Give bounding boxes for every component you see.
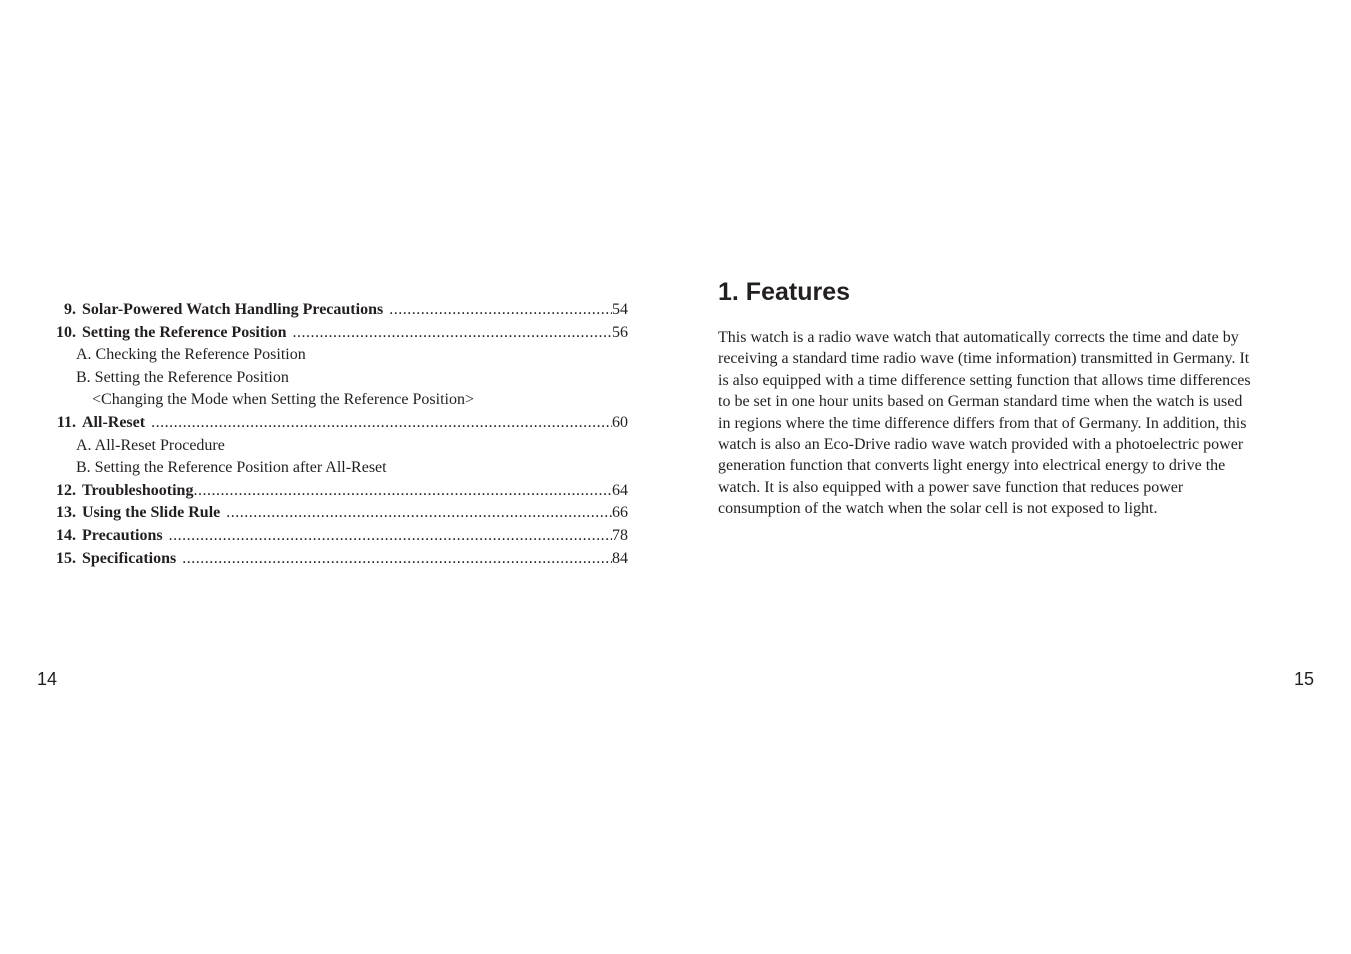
toc-entry-number: 15. (56, 549, 76, 567)
toc-entry[interactable] (40, 525, 628, 548)
toc-entry-page: 64 (612, 481, 628, 499)
toc-subentry: A. All-Reset Procedure (76, 436, 225, 454)
paragraph-line: consumption of the watch when the solar cell is not exposed to light. (718, 500, 1158, 518)
toc-entry-number: 10. (56, 323, 76, 341)
paragraph-line: generation function that converts light energy into electrical energy to drive the (718, 457, 1226, 475)
toc-subentry: A. Checking the Reference Position (76, 346, 306, 364)
paragraph-line: in regions where the time difference differs from that of Germany. In addition, this (718, 414, 1247, 432)
right-page (675, 0, 1351, 954)
toc-subentry: B. Setting the Reference Position (76, 368, 289, 386)
toc-entry-page: 60 (612, 413, 628, 431)
section-title: 1. Features (718, 278, 851, 306)
toc-dot-leader (169, 525, 612, 548)
toc-entry[interactable] (40, 322, 628, 345)
page-number: 14 (37, 669, 58, 689)
toc-entry-page: 78 (612, 526, 628, 544)
toc-entry-page: 56 (612, 323, 628, 341)
paragraph-line: receiving a standard time radio wave (time information) transmitted in Germany. It (718, 350, 1250, 368)
paragraph-line: watch. It is also equipped with a power save function that reduces power (718, 478, 1184, 496)
body-paragraph (718, 327, 1308, 520)
toc-entry-title: Specifications (82, 549, 177, 567)
toc-entry-number: 12. (56, 481, 76, 499)
paragraph-line: watch is also an Eco-Drive radio wave watch provided with a photoelectric power (718, 436, 1244, 454)
toc-entry-number: 14. (56, 526, 76, 544)
toc-entry[interactable] (40, 412, 628, 435)
toc-entry[interactable] (40, 480, 628, 503)
toc-dot-leader (193, 480, 612, 503)
page-number: 15 (1293, 669, 1314, 689)
toc-entry[interactable] (40, 502, 628, 525)
toc-entry-number: 13. (56, 504, 76, 522)
toc-entry-page: 84 (612, 549, 628, 567)
toc-subsubentry: <Changing the Mode when Setting the Reference Position> (92, 391, 474, 409)
toc-entry-number: 9. (64, 301, 76, 318)
toc-entry-number: 11. (56, 413, 76, 431)
toc-dot-leader (226, 502, 612, 525)
paragraph-line: is also equipped with a time difference setting function that allows time differences (718, 371, 1251, 389)
paragraph-line: This watch is a radio wave watch that automatically corrects the time and date by (718, 329, 1239, 346)
left-page (0, 0, 675, 954)
toc-dot-leader (389, 299, 612, 322)
toc-entry-title: All-Reset (82, 413, 146, 431)
toc-entry[interactable] (40, 548, 628, 571)
toc-entry[interactable] (40, 299, 628, 322)
toc-entry-title: Solar-Powered Watch Handling Precautions (82, 301, 384, 318)
toc-dot-leader (182, 548, 612, 571)
toc-entry-page: 66 (612, 504, 628, 522)
toc-entry-title: Using the Slide Rule (82, 504, 221, 522)
paragraph-line: to be set in one hour units based on German standard time when the watch is used (718, 393, 1243, 411)
table-of-contents (40, 299, 628, 570)
toc-entry-title: Setting the Reference Position (82, 323, 287, 341)
toc-subentry: B. Setting the Reference Position after All-Reset (76, 459, 387, 477)
toc-dot-leader (151, 412, 612, 435)
toc-dot-leader (293, 322, 612, 345)
toc-entry-page: 54 (612, 301, 628, 318)
toc-entry-title: Precautions (82, 526, 163, 544)
toc-entry-title: Troubleshooting (82, 481, 194, 499)
